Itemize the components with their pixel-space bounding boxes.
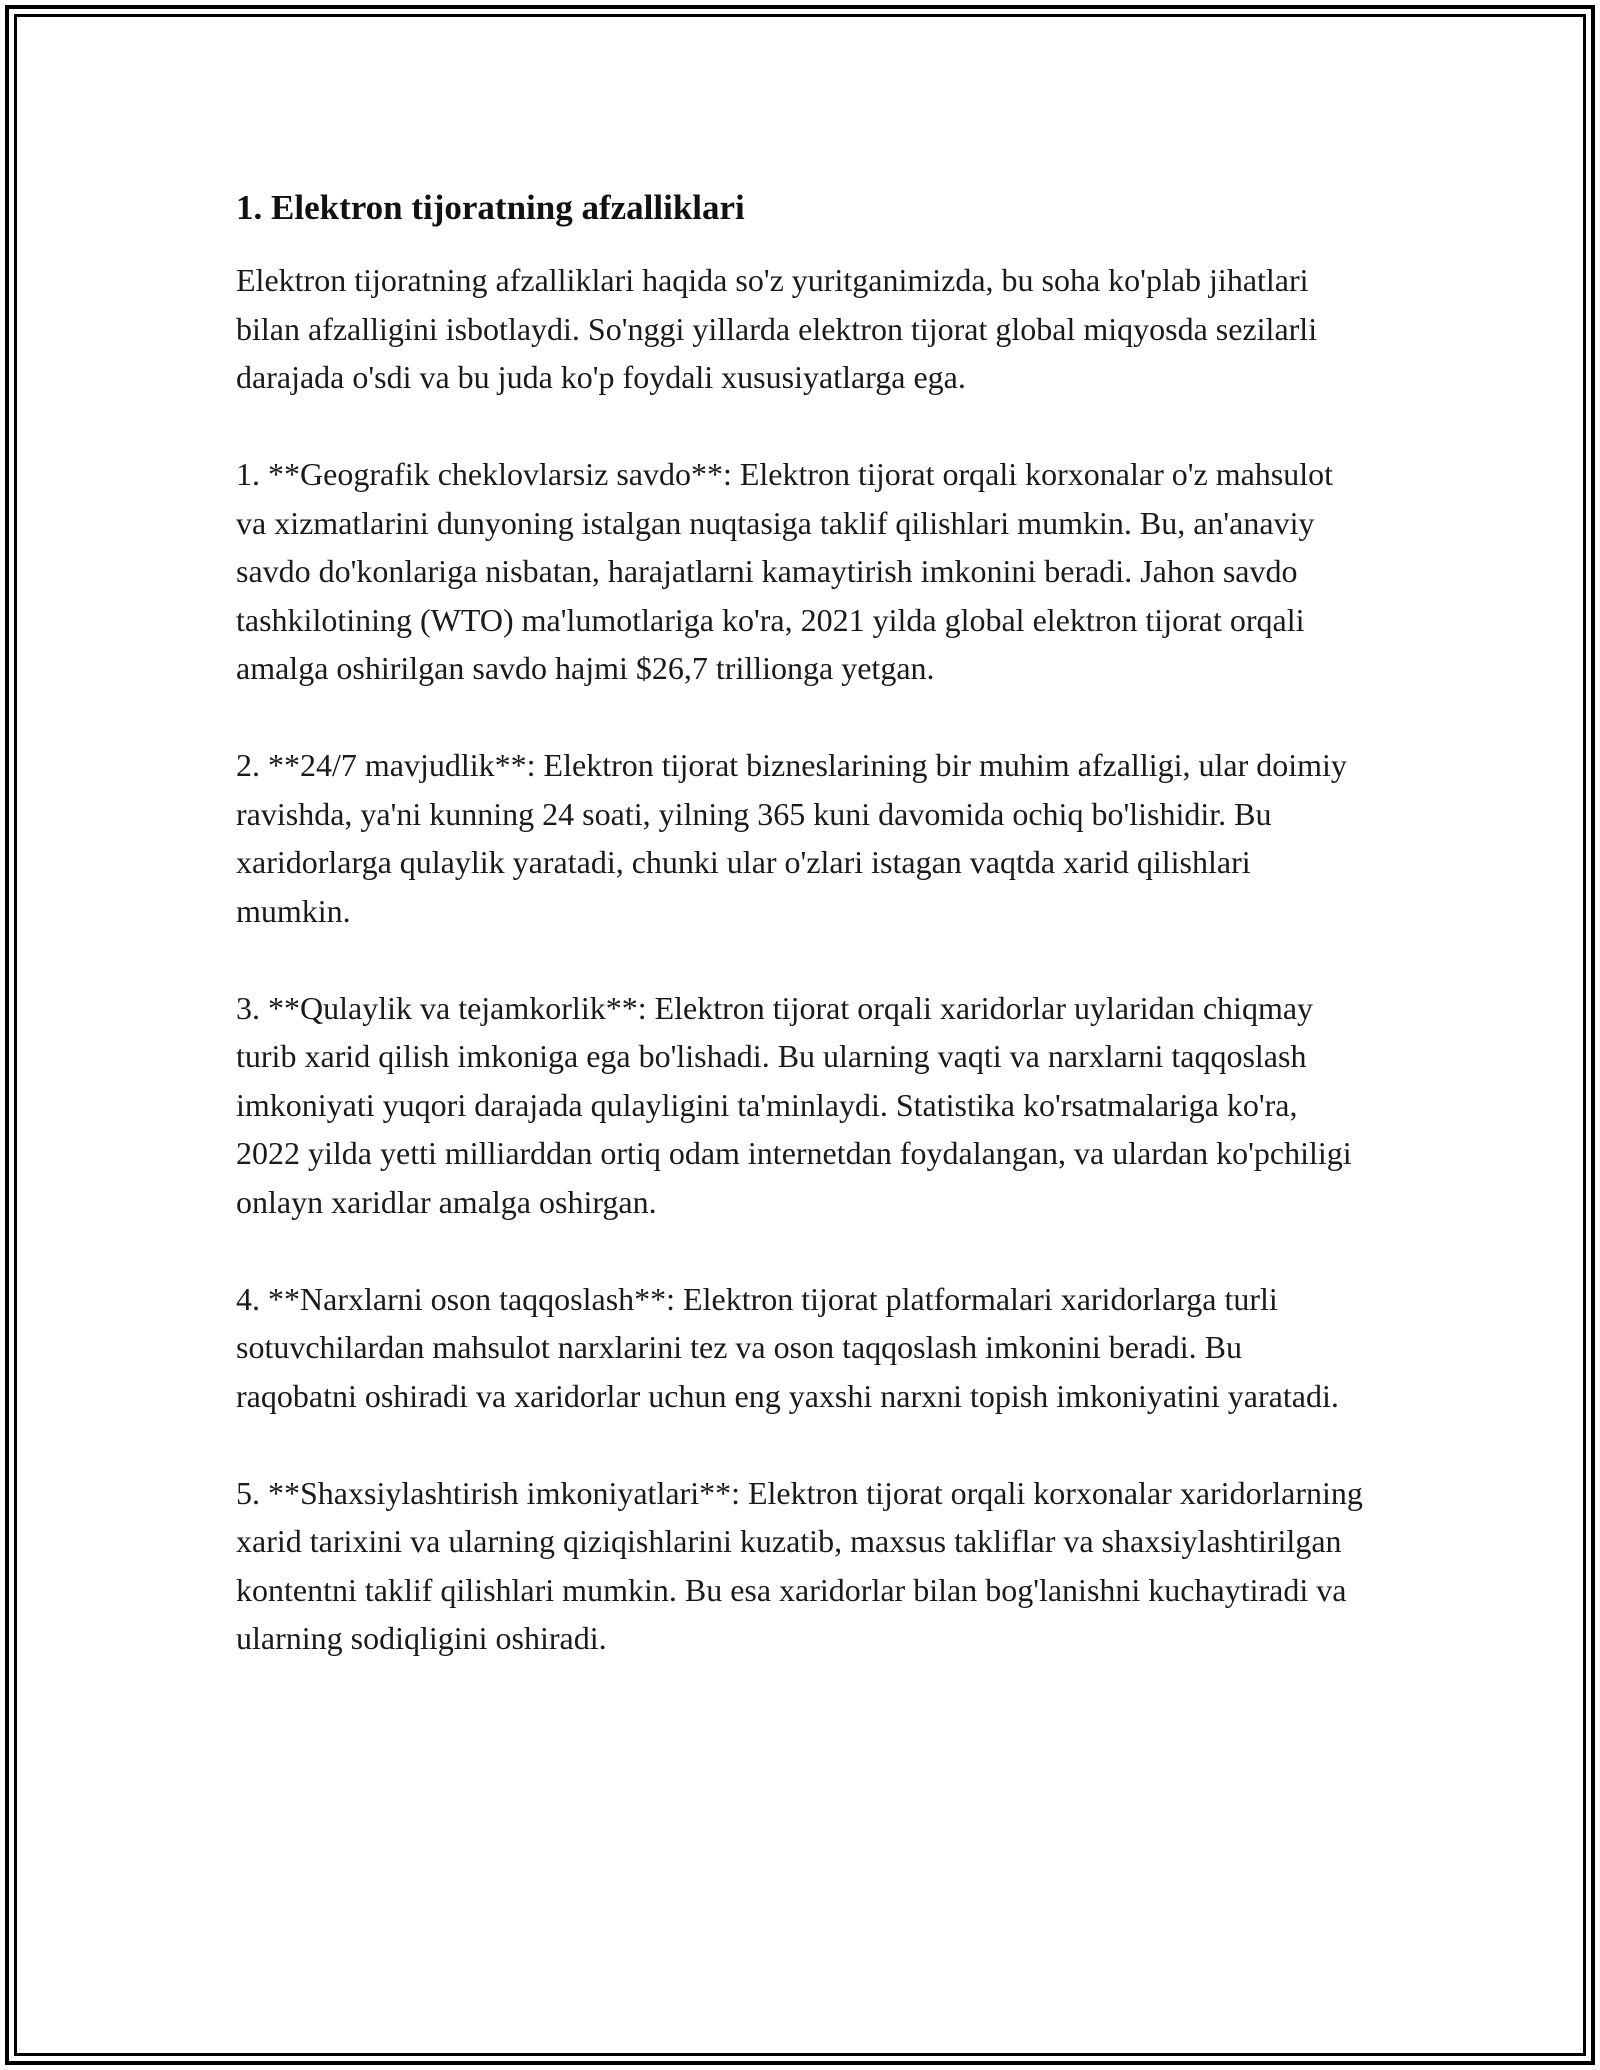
paragraph-convenience-savings: 3. **Qulaylik va tejamkorlik**: Elektron tijorat orqali xaridorlar uylaridan chiqmay turib xarid qilish imkoniga ega bo'lishadi. Bu ularning vaqti va narxlarni taqqoslash imkoniyati yuqori darajada qulayligini ta'minlaydi. Statistika ko'rsatmalariga ko'ra, 2022 yilda yetti milliarddan ortiq odam internetdan foydalangan, va ulardan ko'pchiligi onlayn xaridlar amalga oshirgan. (236, 989, 1352, 1220)
paragraph-personalization: 5. **Shaxsiylashtirish imkoniyatlari**: Elektron tijorat orqali korxonalar xaridorlarning xarid tarixini va ularning qiziqishlarini kuzatib, maxsus takliflar va shaxsiylashtirilgan kontentni taklif qilishlari mumkin. Bu esa xaridorlar bilan bog'lanishni kuchaytiradi va ularning sodiqligini oshiradi. (236, 1474, 1363, 1656)
intro-paragraph: Elektron tijoratning afzalliklari haqida so'z yuritganimizda, bu soha ko'plab jihatlari bilan afzalligini isbotlaydi. So'nggi yillarda elektron tijorat global miqyosda sezilarli darajada o'sdi va bu juda ko'p foydali xususiyatlarga ega. (236, 262, 1318, 395)
paragraph-24-7-availability: 2. **24/7 mavjudlik**: Elektron tijorat bizneslarining bir muhim afzalligi, ular doimiy ravishda, ya'ni kunning 24 soati, yilning 365 kuni davomida ochiq bo'lishidir. Bu xaridorlarga qulaylik yaratadi, chunki ular o'zlari istagan vaqtda xarid qilishlari mumkin. (236, 747, 1347, 929)
document-title: 1. Elektron tijoratning afzalliklari (236, 188, 745, 227)
document-body (236, 184, 1366, 1711)
paragraph-price-comparison: 4. **Narxlarni oson taqqoslash**: Elektron tijorat platformalari xaridorlarga turli sotuvchilardan mahsulot narxlarini tez va oson taqqoslash imkonini beradi. Bu raqobatni oshiradi va xaridorlar uchun eng yaxshi narxni topish imkoniyatini yaratadi. (236, 1280, 1339, 1414)
paragraph-geographic-trade: 1. **Geografik cheklovlarsiz savdo**: Elektron tijorat orqali korxonalar o'z mahsulot va xizmatlarini dunyoning istalgan nuqtasiga taklif qilishlari mumkin. Bu, an'anaviy savdo do'konlariga nisbatan, harajatlarni kamaytirish imkonini beradi. Jahon savdo tashkilotining (WTO) ma'lumotlariga ko'ra, 2021 yilda global elektron tijorat orqali amalga oshirilgan savdo hajmi $26,7 trillionga yetgan. (236, 456, 1334, 686)
